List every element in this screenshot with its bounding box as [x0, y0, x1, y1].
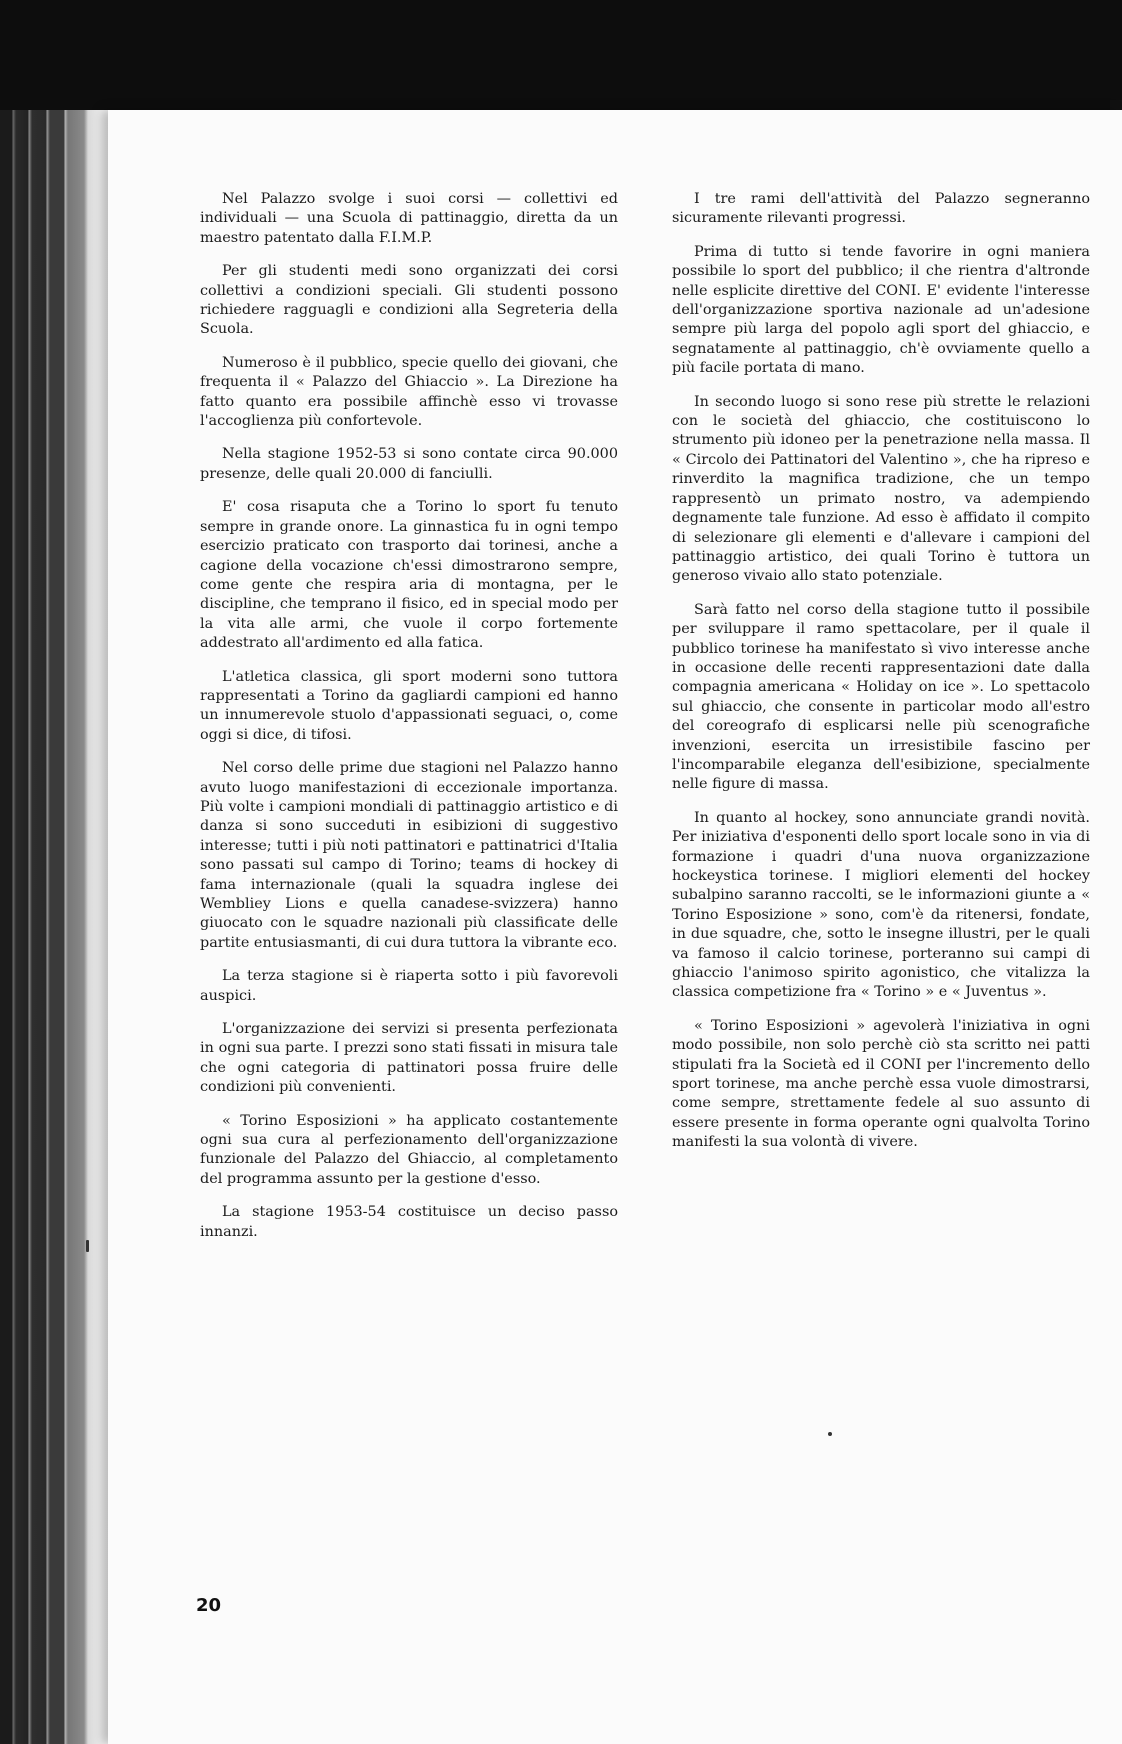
paragraph: Nel Palazzo svolge i suoi corsi — collettivi ed individuali — una Scuola di pattinaggio, diretta da un maestro patentato dalla F.I.M.P. [200, 191, 618, 246]
paragraph: « Torino Esposizioni » agevolerà l'iniziativa in ogni modo possibile, non solo perchè ciò sta scritto nei patti stipulati fra la Società ed il CONI per l'incremento dello sport torinese, ma anche perchè essa vuole dimostrarsi, come sempre, strettamente fedele al suo assunto di essere presente in forma operante ogni qualvolta Torino manifesti la sua volontà di vivere. [672, 1017, 1090, 1151]
paragraph: E' cosa risaputa che a Torino lo sport fu tenuto sempre in grande onore. La ginnastica fu in ogni tempo esercizio praticato con trasporto dai torinesi, anche a cagione della vocazione ch'essi dimostrarono sempre, come gente che respira aria di montagna, per le discipline, che temprano il fisico, ed in special modo per la vita alle armi, che vuole il corpo fortemente addestrato all'ardimento ed alla fatica. [200, 499, 618, 652]
paragraph: In secondo luogo si sono rese più strette le relazioni con le società del ghiaccio, che costituiscono lo strumento più idoneo per la penetrazione nella massa. Il « Circolo dei Pattinatori del Valentino », che ha ripreso e rinverdito la magnifica tradizione, che un tempo rappresentò un primato nostro, va adempiendo degnamente tale funzione. Ad esso è affidato il compito di selezionare gli elementi e d'allevare i campioni del pattinaggio artistico, dei quali Torino è tuttora un generoso vivaio allo stato potenziale. [672, 393, 1090, 585]
paragraph: Per gli studenti medi sono organizzati dei corsi collettivi a condizioni speciali. Gli studenti possono richiedere ragguagli e condizioni alla Segreteria della Scuola. [200, 263, 618, 338]
scan-speck [86, 1240, 89, 1252]
paragraph: Nel corso delle prime due stagioni nel Palazzo hanno avuto luogo manifestazioni di eccezionale importanza. Più volte i campioni mondiali di pattinaggio artistico e di danza si sono succeduti in esibizioni di suggestivo interesse; tutti i più noti pattinatori e pattinatrici d'Italia sono passati sul campo di Torino; teams di hockey di fama internazionale (quali la squadra inglese dei Wembliey Lions e quella canadese-svizzera) hanno giuocato con le squadre nazionali più classificate delle partite entusiasmanti, di cui dura tuttora la vibrante eco. [200, 760, 618, 951]
paragraph: Numeroso è il pubblico, specie quello dei giovani, che frequenta il « Palazzo del Ghiaccio ». La Direzione ha fatto quanto era possibile affinchè esso vi trovasse l'accoglienza più confortevole. [200, 354, 618, 430]
paragraph: « Torino Esposizioni » ha applicato costantemente ogni sua cura al perfezionamento dell'organizzazione funzionale del Palazzo del Ghiaccio, al completamento del programma assunto per la gestione d'esso. [200, 1112, 618, 1187]
paragraph: Prima di tutto si tende favorire in ogni maniera possibile lo sport del pubblico; il che rientra d'altronde nelle esplicite direttive del CONI. E' evidente l'interesse dell'organizzazione sportiva nazionale ad un'adesione sempre più larga del popolo agli sport del ghiaccio, e segnatamente al pattinaggio, ch'è ovviamente quello a più facile portata di mano. [672, 243, 1090, 377]
paragraph: La stagione 1953-54 costituisce un deciso passo innanzi. [200, 1204, 618, 1240]
paragraph: L'organizzazione dei servizi si presenta perfezionata in ogni sua parte. I prezzi sono stati fissati in misura tale che ogni categoria di pattinatori possa fruire delle condizioni più convenienti. [200, 1021, 618, 1096]
paragraph: Nella stagione 1952-53 si sono contate circa 90.000 presenze, delle quali 20.000 di fanciulli. [200, 446, 618, 482]
paragraph: In quanto al hockey, sono annunciate grandi novità. Per iniziativa d'esponenti dello sport locale sono in via di formazione i quadri d'una nuova organizzazione hockeystica torinese. I migliori elementi del hockey subalpino saranno raccolti, se le informazioni giunte a « Torino Esposizione » sono, com'è da ritenersi, fondate, in due squadre, che, sotto le insegne illustri, per le quali va famoso il calcio torinese, porteranno sui campi di ghiaccio l'animoso spirito agonistico, che vitalizza la classica competizione fra « Torino » e « Juventus ». [672, 809, 1090, 1001]
book-page-edges [0, 110, 120, 1744]
page-number: 20 [196, 1595, 222, 1616]
scan-speck [828, 1432, 832, 1436]
paragraph: La terza stagione si è riaperta sotto i più favorevoli auspici. [200, 968, 618, 1004]
paragraph: I tre rami dell'attività del Palazzo segneranno sicuramente rilevanti progressi. [672, 191, 1090, 227]
left-text-column [200, 190, 618, 1256]
paragraph: L'atletica classica, gli sport moderni sono tuttora rappresentati a Torino da gagliardi campioni ed hanno un innumerevole stuolo d'appassionati seguaci, o, come oggi si dice, di tifosi. [200, 668, 618, 743]
right-text-column [672, 190, 1090, 1167]
paragraph: Sarà fatto nel corso della stagione tutto il possibile per sviluppare il ramo spettacolare, per il quale il pubblico torinese ha manifestato sì vivo interesse anche in occasione delle recenti rappresentazioni date dalla compagnia americana « Holiday on ice ». Lo spettacolo sul ghiaccio, che consente in particolar modo all'estro del coreografo di esplicarsi nelle più scenografiche invenzioni, esercita un irresistibile fascino per l'incomparabile eleganza dell'esibizione, specialmente nelle figure di massa. [672, 601, 1090, 793]
scan-top-border [0, 0, 1122, 110]
